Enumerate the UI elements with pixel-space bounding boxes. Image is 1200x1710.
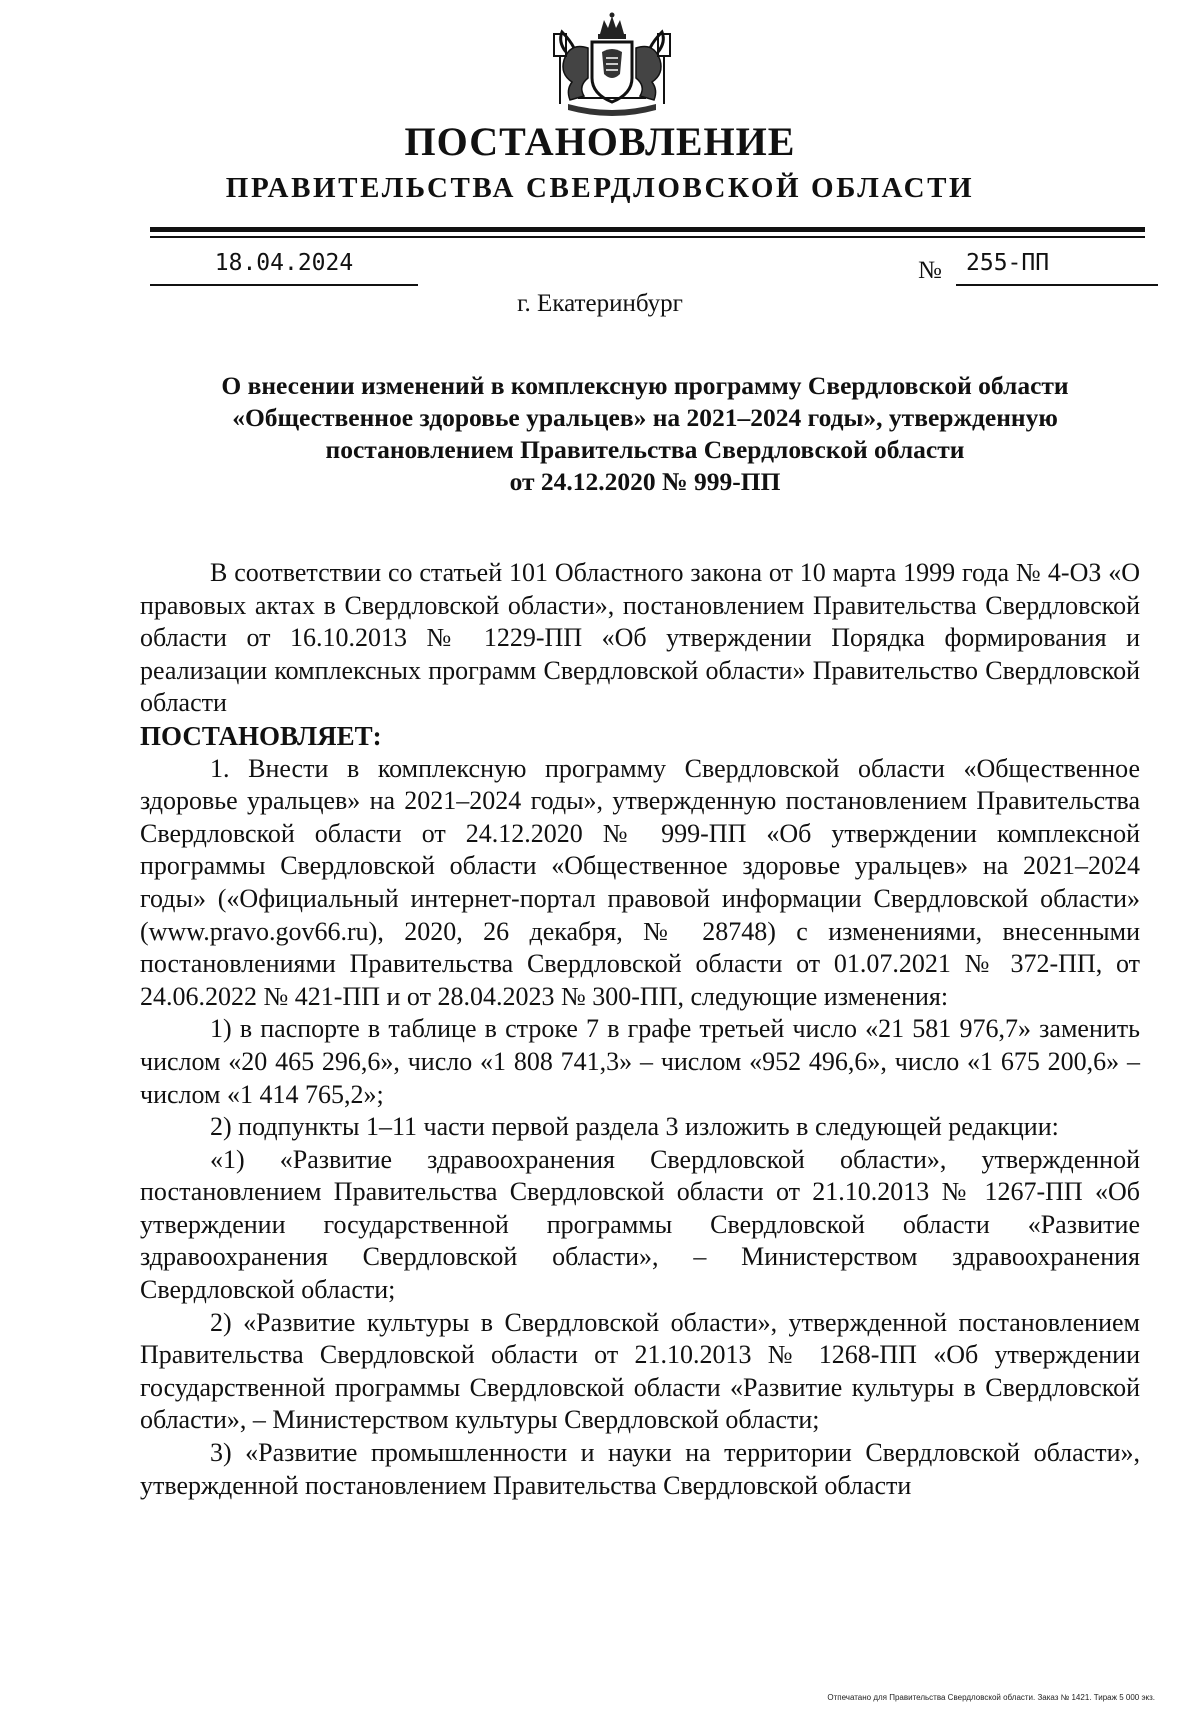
document-title bbox=[140, 370, 1150, 498]
document-number: 255-ПП bbox=[956, 248, 1158, 286]
document-body bbox=[140, 557, 1140, 1502]
title-line: О внесении изменений в комплексную программу Свердловской области bbox=[221, 371, 1069, 400]
document-type-heading: ПОСТАНОВЛЕНИЕ bbox=[404, 119, 796, 164]
item-paragraph: 1. Внести в комплексную программу Свердловской области «Общественное здоровье уральцев» на 2021–2024 годы», утвержденную постановлением Правительства Свердловской области от 24.12.2020 № 999-ПП «Об утверждении комплексной программы Свердловской области «Общественное здоровье уральцев» на 2021–2024 годы» («Официальный интернет-портал правовой информации Свердловской области» (www.pravo.gov66.ru), 2020, 26 декабря, № 28748) с изменениями, внесенными постановлениями Правительства Свердловской области от 01.07.2021 № 372-ПП, от 24.06.2022 № 421-ПП и от 28.04.2023 № 300-ПП, следующие изменения: bbox=[140, 753, 1140, 1011]
subitem-paragraph: 1) в паспорте в таблице в строке 7 в графе третьей число «21 581 976,7» заменить числом «20 465 296,6», число «1 808 741,3» – числом «952 496,6», число «1 675 200,6» – числом «1 414 765,2»; bbox=[140, 1014, 1140, 1109]
header-rule-thick bbox=[150, 227, 1145, 232]
quoted-item-paragraph: 3) «Развитие промышленности и науки на территории Свердловской области», утвержденной постановлением Правительства Свердловской области bbox=[140, 1438, 1140, 1500]
issue-city: г. Екатеринбург bbox=[517, 290, 683, 317]
issuing-authority: ПРАВИТЕЛЬСТВА СВЕРДЛОВСКОЙ ОБЛАСТИ bbox=[225, 172, 975, 204]
document-date: 18.04.2024 bbox=[150, 248, 418, 286]
preamble-paragraph: В соответствии со статьей 101 Областного закона от 10 марта 1999 года № 4-ОЗ «О правовых актах в Свердловской области», постановлением Правительства Свердловской области от 16.10.2013 № 1229-ПП «Об утверждении Порядка формирования и реализации комплексных программ Свердловской области» Правительство Свердловской области bbox=[140, 558, 1140, 718]
print-note: Отпечатано для Правительства Свердловской области. Заказ № 1421. Тираж 5 000 экз. bbox=[827, 1693, 1155, 1702]
decree-heading: ПОСТАНОВЛЯЕТ: bbox=[140, 720, 382, 751]
coat-of-arms-icon bbox=[548, 12, 676, 120]
title-line: постановлением Правительства Свердловской области bbox=[325, 435, 965, 464]
number-sign: № bbox=[918, 257, 942, 284]
quoted-item-paragraph: «1) «Развитие здравоохранения Свердловской области», утвержденной постановлением Правительства Свердловской области от 21.10.2013 № 1267-ПП «Об утверждении государственной программы Свердловской области «Развитие здравоохранения Свердловской области», – Министерством здравоохранения Свердловской области; bbox=[140, 1144, 1140, 1305]
quoted-item-paragraph: 2) «Развитие культуры в Свердловской области», утвержденной постановлением Правительства Свердловской области от 21.10.2013 № 1268-ПП «Об утверждении государственной программы Свердловской области «Развитие культуры в Свердловской области», – Министерством культуры Свердловской области; bbox=[140, 1307, 1140, 1435]
subitem-paragraph: 2) подпункты 1–11 части первой раздела 3 изложить в следующей редакции: bbox=[210, 1112, 1059, 1142]
title-line: «Общественное здоровье уральцев» на 2021–2024 годы», утвержденную bbox=[232, 403, 1058, 432]
header-rule-thin bbox=[150, 236, 1145, 238]
title-line: от 24.12.2020 № 999-ПП bbox=[509, 467, 781, 496]
